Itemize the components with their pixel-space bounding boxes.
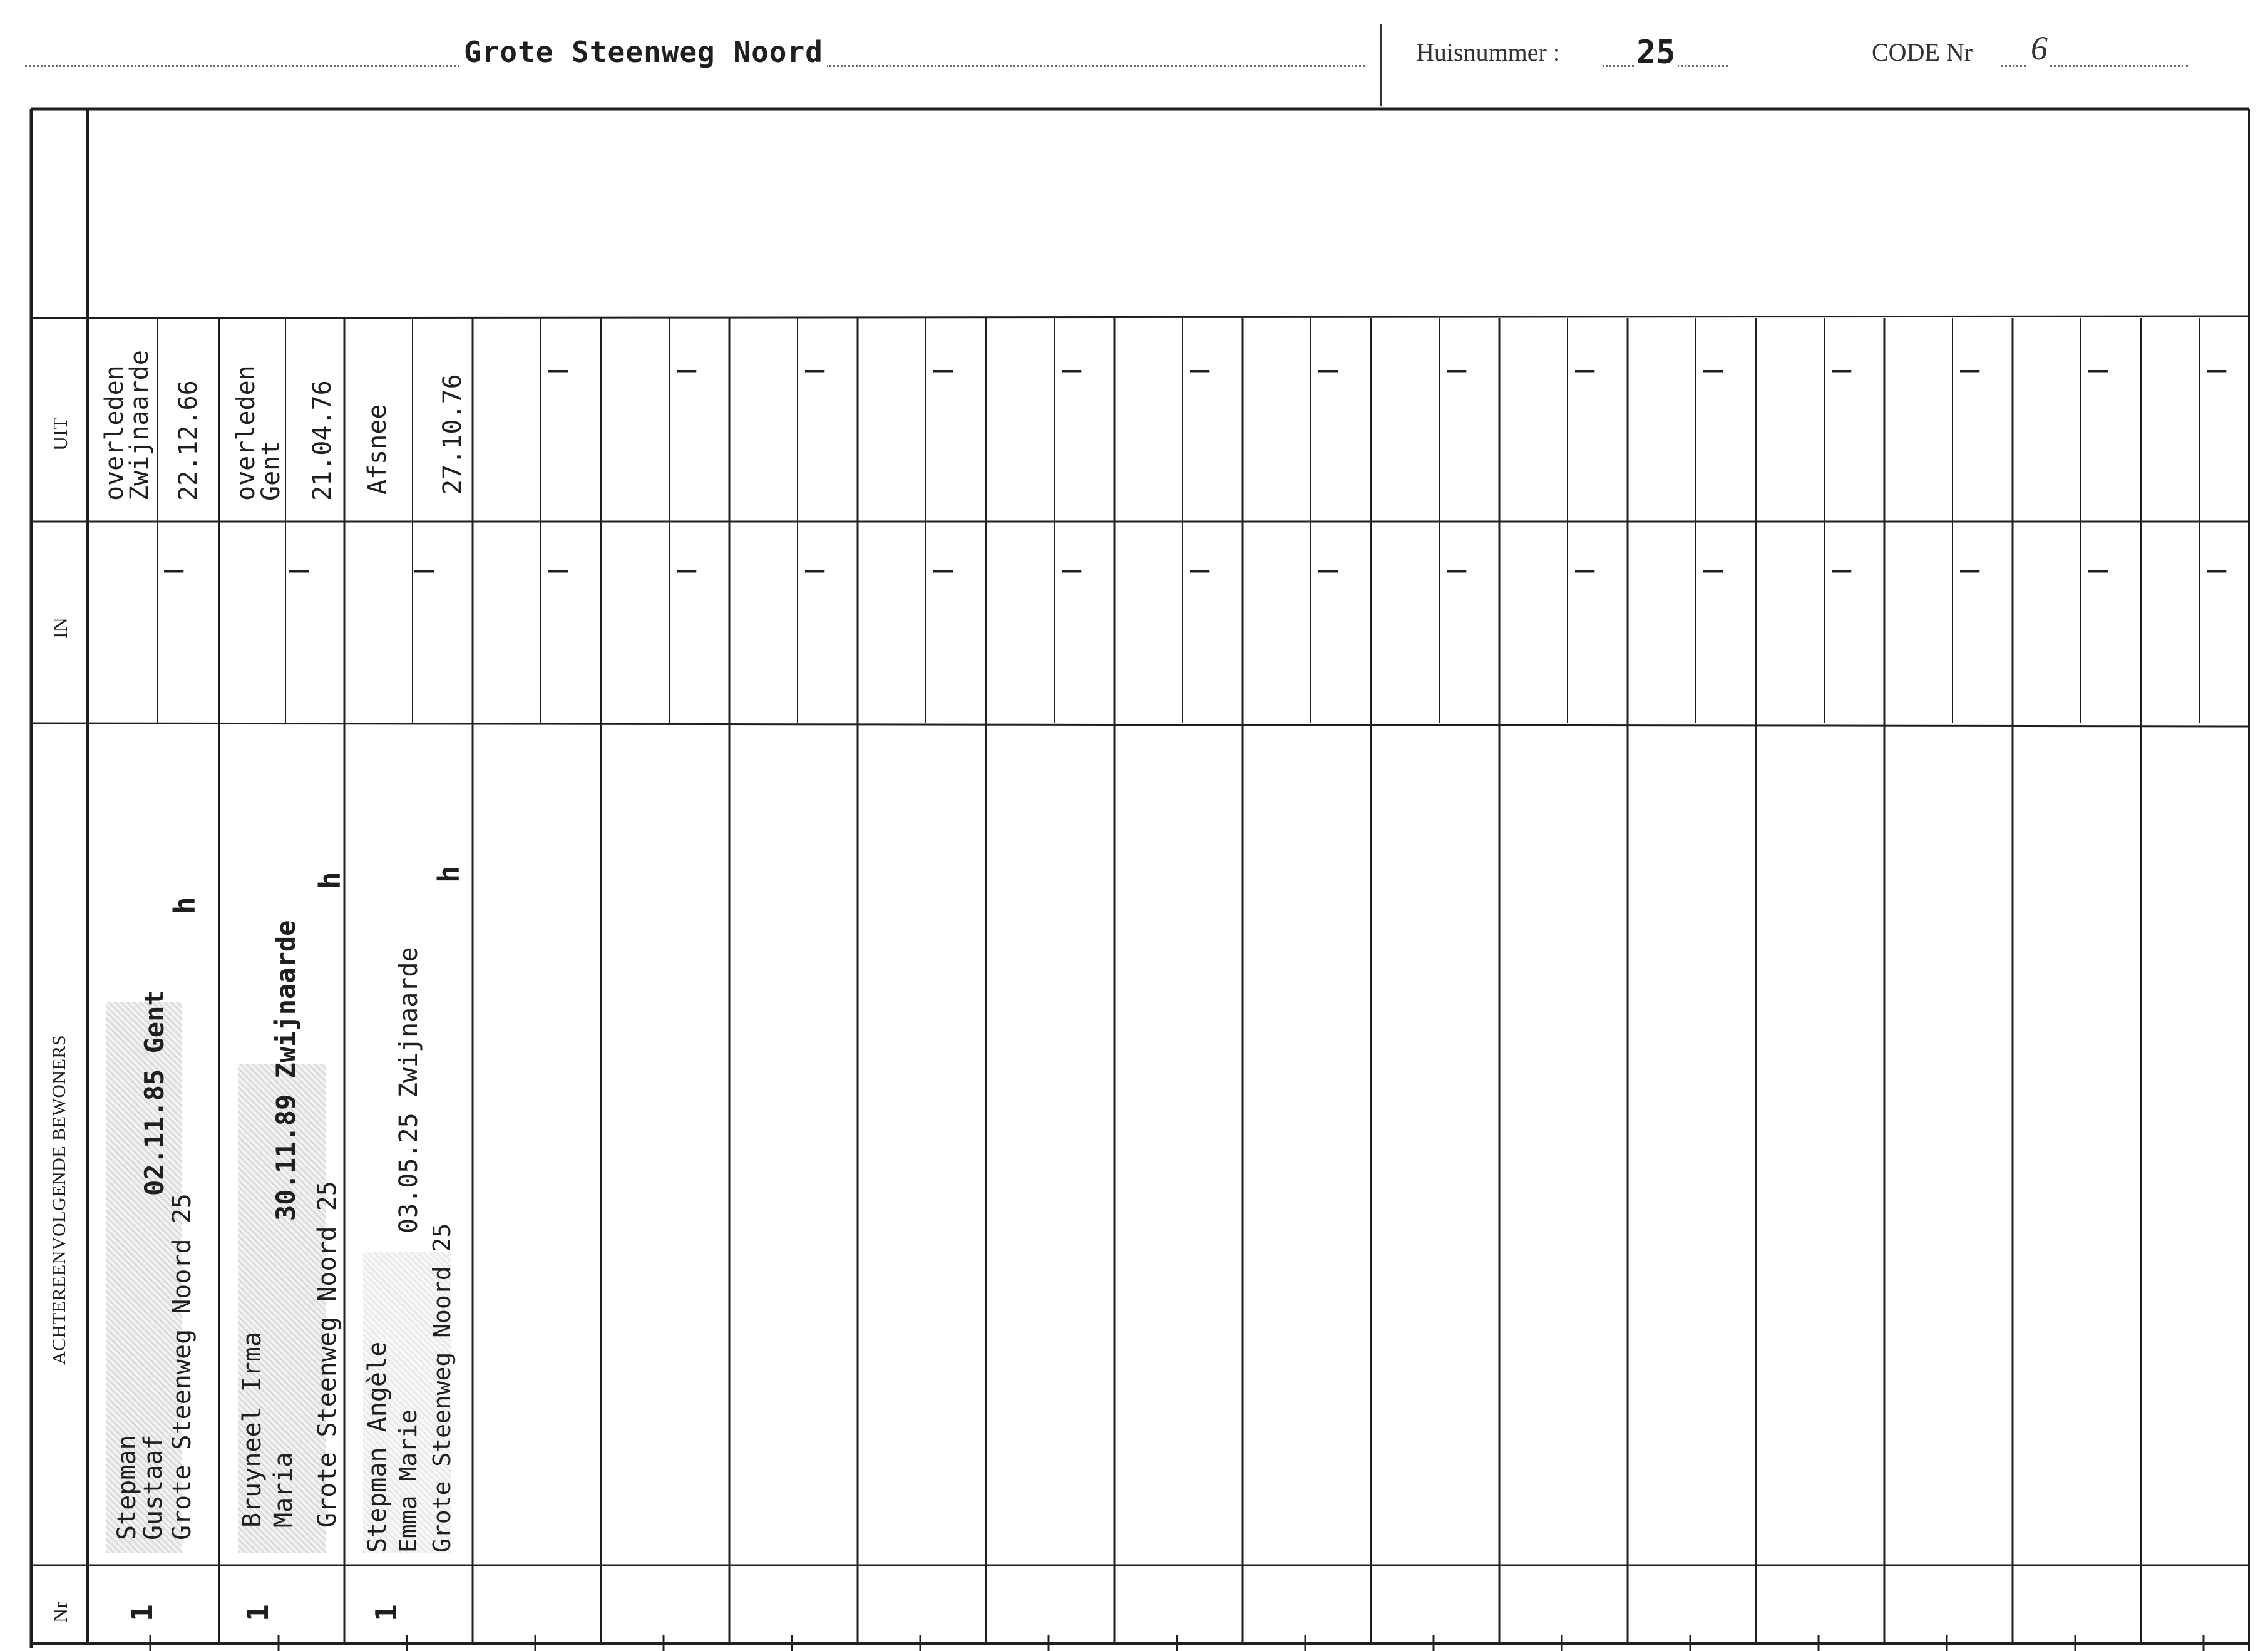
street-name: Grote Steenweg Noord — [460, 35, 827, 69]
house-number-value: 25 — [1634, 34, 1678, 71]
row-label-bewoners: ACHTEREENVOLGENDE BEWONERS — [49, 1034, 69, 1365]
code-label: CODE Nr — [1872, 38, 1973, 66]
uit-place: Gent — [257, 440, 285, 501]
empty-dash-mark: — — [1447, 351, 1467, 388]
resident-name-line: Maria — [269, 1452, 298, 1528]
empty-dash-mark: — — [1190, 551, 1210, 589]
resident-sex: h — [313, 872, 347, 889]
empty-dash-mark: — — [2207, 351, 2227, 388]
empty-dash-mark: — — [548, 351, 568, 388]
empty-dash-mark: — — [2088, 351, 2108, 388]
empty-dash-mark: — — [1703, 351, 1723, 388]
resident-name-line: Bruyneel Irma — [238, 1331, 267, 1528]
empty-dash-mark: — — [1062, 551, 1082, 589]
in-mark: — — [414, 551, 434, 589]
empty-dash-mark: — — [1318, 351, 1338, 388]
in-mark: — — [289, 551, 309, 589]
code-number: 6 — [2028, 29, 2050, 68]
empty-dash-mark: — — [933, 351, 953, 388]
row-label-in: IN — [49, 617, 71, 639]
uit-reason: Afsnee — [363, 404, 392, 495]
empty-dash-mark: — — [933, 551, 953, 589]
uit-date: 22.12.66 — [174, 380, 203, 501]
empty-dash-mark: — — [805, 551, 825, 589]
uit-place: Zwijnaarde — [125, 350, 154, 501]
resident-name-line: Stepman — [113, 1434, 141, 1540]
resident-nr: 1 — [369, 1604, 403, 1622]
empty-dash-mark: — — [805, 351, 825, 388]
empty-dash-mark: — — [1190, 351, 1210, 388]
empty-dash-mark: — — [677, 551, 697, 589]
resident-birth: 02.11.85 Gent — [139, 990, 170, 1196]
resident-name-line: Gustaaf — [139, 1434, 168, 1540]
resident-birth: 03.05.25 Zwijnaarde — [394, 947, 423, 1233]
empty-dash-mark: — — [1832, 551, 1852, 589]
empty-dash-mark: — — [1960, 351, 1980, 388]
row-label-uit: UIT — [49, 417, 71, 451]
uit-date: 27.10.76 — [438, 374, 467, 495]
empty-dash-mark: — — [1960, 551, 1980, 589]
empty-dash-mark: — — [2207, 551, 2227, 589]
resident-sex: h — [432, 865, 466, 883]
empty-dash-mark: — — [1832, 351, 1852, 388]
resident-nr: 1 — [125, 1604, 159, 1622]
in-mark: — — [164, 551, 184, 589]
empty-dash-mark: — — [1447, 551, 1467, 589]
house-number-label: Huisnummer : — [1416, 38, 1560, 66]
row-label-nr: Nr — [49, 1602, 71, 1623]
uit-reason: overleden — [232, 365, 260, 501]
resident-address: Grote Steenweg Noord 25 — [428, 1223, 456, 1553]
empty-dash-mark: — — [2088, 551, 2108, 589]
resident-address: Grote Steenweg Noord 25 — [168, 1193, 197, 1540]
empty-dash-mark: — — [1062, 351, 1082, 388]
resident-sex: h — [168, 897, 202, 914]
empty-dash-mark: — — [1575, 551, 1595, 589]
resident-name-line: Emma Marie — [394, 1409, 422, 1553]
uit-reason: overleden — [100, 365, 129, 501]
uit-date: 21.04.76 — [308, 380, 337, 501]
empty-dash-mark: — — [677, 351, 697, 388]
resident-name-line: Stepman Angèle — [363, 1341, 392, 1553]
empty-dash-mark: — — [548, 551, 568, 589]
resident-nr: 1 — [241, 1604, 275, 1622]
empty-dash-mark: — — [1575, 351, 1595, 388]
resident-address: Grote Steenweg Noord 25 — [313, 1181, 342, 1528]
empty-dash-mark: — — [1318, 551, 1338, 589]
empty-dash-mark: — — [1703, 551, 1723, 589]
resident-birth: 30.11.89 Zwijnaarde — [270, 920, 301, 1221]
